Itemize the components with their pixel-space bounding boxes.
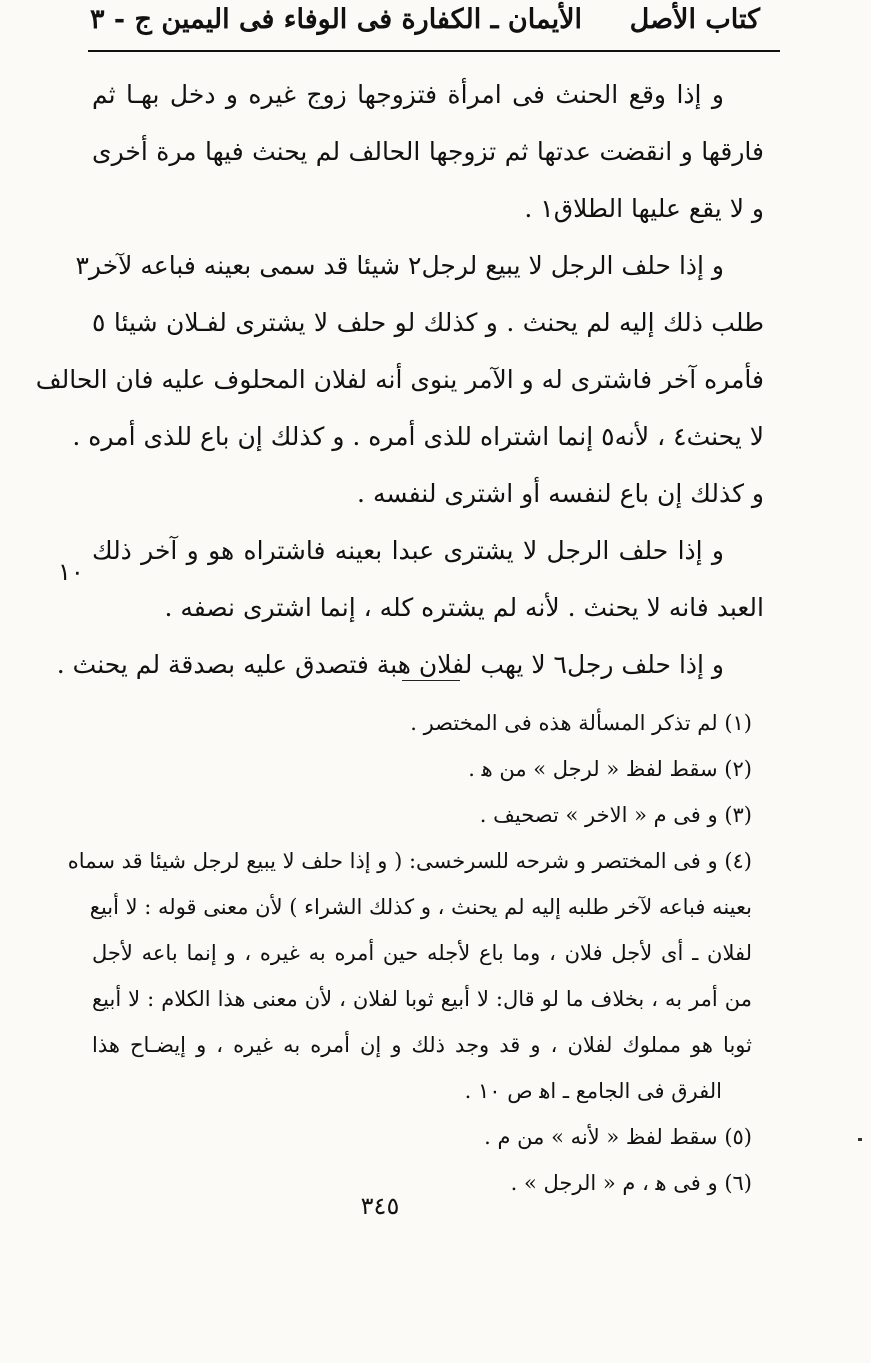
text-line: و إذا حلف الرجل لا يشترى عبدا بعينه فاشتراه هو و آخر ذلك xyxy=(92,536,724,565)
header-part-number: ج - ٣ xyxy=(90,4,152,35)
page-number: ٣٤٥ xyxy=(360,1192,400,1220)
footnote: (١) لم تذكر المسألة هذه فى المختصر . xyxy=(410,711,752,735)
text-line: فأمره آخر فاشترى له و الآمر ينوى أنه لفلان المحلوف عليه فان الحالف xyxy=(35,365,764,394)
text-line: و إذا حلف رجل٦ لا يهب لفلان هبة فتصدق عليه بصدقة لم يحنث . xyxy=(56,650,724,679)
footnote-continuation: ثوبا هو مملوك لفلان ، و قد وجد ذلك و إن أمره به غيره ، و إيضـاح هذا xyxy=(92,1033,752,1057)
text-line: لا يحنث٤ ، لأنه٥ إنما اشتراه للذى أمره . و كذلك إن باع للذى أمره . xyxy=(72,422,764,451)
text-line: و إذا حلف الرجل لا يبيع لرجل٢ شيئا قد سمى بعينه فباعه لآخر٣ xyxy=(75,251,724,280)
footnote-continuation: لفلان ـ أى لأجل فلان ، وما باع لأجله حين أمره به غيره ، و إنما باعه لأجل xyxy=(92,941,752,965)
text-line: و لا يقع عليها الطلاق١ . xyxy=(524,194,764,223)
text-line: و كذلك إن باع لنفسه أو اشترى لنفسه . xyxy=(357,479,764,508)
footnotes xyxy=(67,700,752,1206)
text-line: فارقها و انقضت عدتها ثم تزوجها الحالف لم يحنث فيها مرة أخرى xyxy=(92,137,764,166)
scan-speck xyxy=(858,1138,862,1141)
running-header xyxy=(90,4,760,44)
footnote: (٦) و فى ﻫ ، م « الرجل » . xyxy=(510,1171,752,1195)
footnote-continuation: من أمر به ، بخلاف ما لو قال: لا أبيع ثوبا لفلان ، لأن معنى هذا الكلام : لا أبيع xyxy=(92,987,752,1011)
footnote: (٢) سقط لفظ « لرجل » من ﻫ . xyxy=(468,757,752,781)
footnote: (٤) و فى المختصر و شرحه للسرخسى: ( و إذا حلف لا يبيع لرجل شيئا قد سماه xyxy=(67,849,752,873)
text-line: العبد فانه لا يحنث . لأنه لم يشتره كله ، إنما اشترى نصفه . xyxy=(164,593,764,622)
footnote-continuation: بعينه فباعه لآخر طلبه إليه لم يحنث ، و كذلك الشراء ) لأن معنى قوله : لا أبيع xyxy=(89,895,752,919)
footnote: (٥) سقط لفظ « لأنه » من م . xyxy=(484,1125,752,1149)
footnote-continuation: الفرق فى الجامع ـ اﻫ ص ١٠ . xyxy=(464,1079,722,1103)
footnote: (٣) و فى م « الاخر » تصحيف . xyxy=(479,803,752,827)
header-rule xyxy=(88,50,780,52)
header-book-title: كتاب الأصل xyxy=(629,4,760,35)
margin-line-number: ١٠ xyxy=(58,558,84,586)
header-chapter-title: الأيمان ـ الكفارة فى الوفاء فى اليمين xyxy=(161,4,582,35)
text-line: طلب ذلك إليه لم يحنث . و كذلك لو حلف لا يشترى لفـلان شيئا ٥ xyxy=(92,308,764,337)
text-line: و إذا وقع الحنث فى امرأة فتزوجها زوج غيره و دخل بهـا ثم xyxy=(92,80,724,109)
footnote-rule xyxy=(402,680,460,681)
